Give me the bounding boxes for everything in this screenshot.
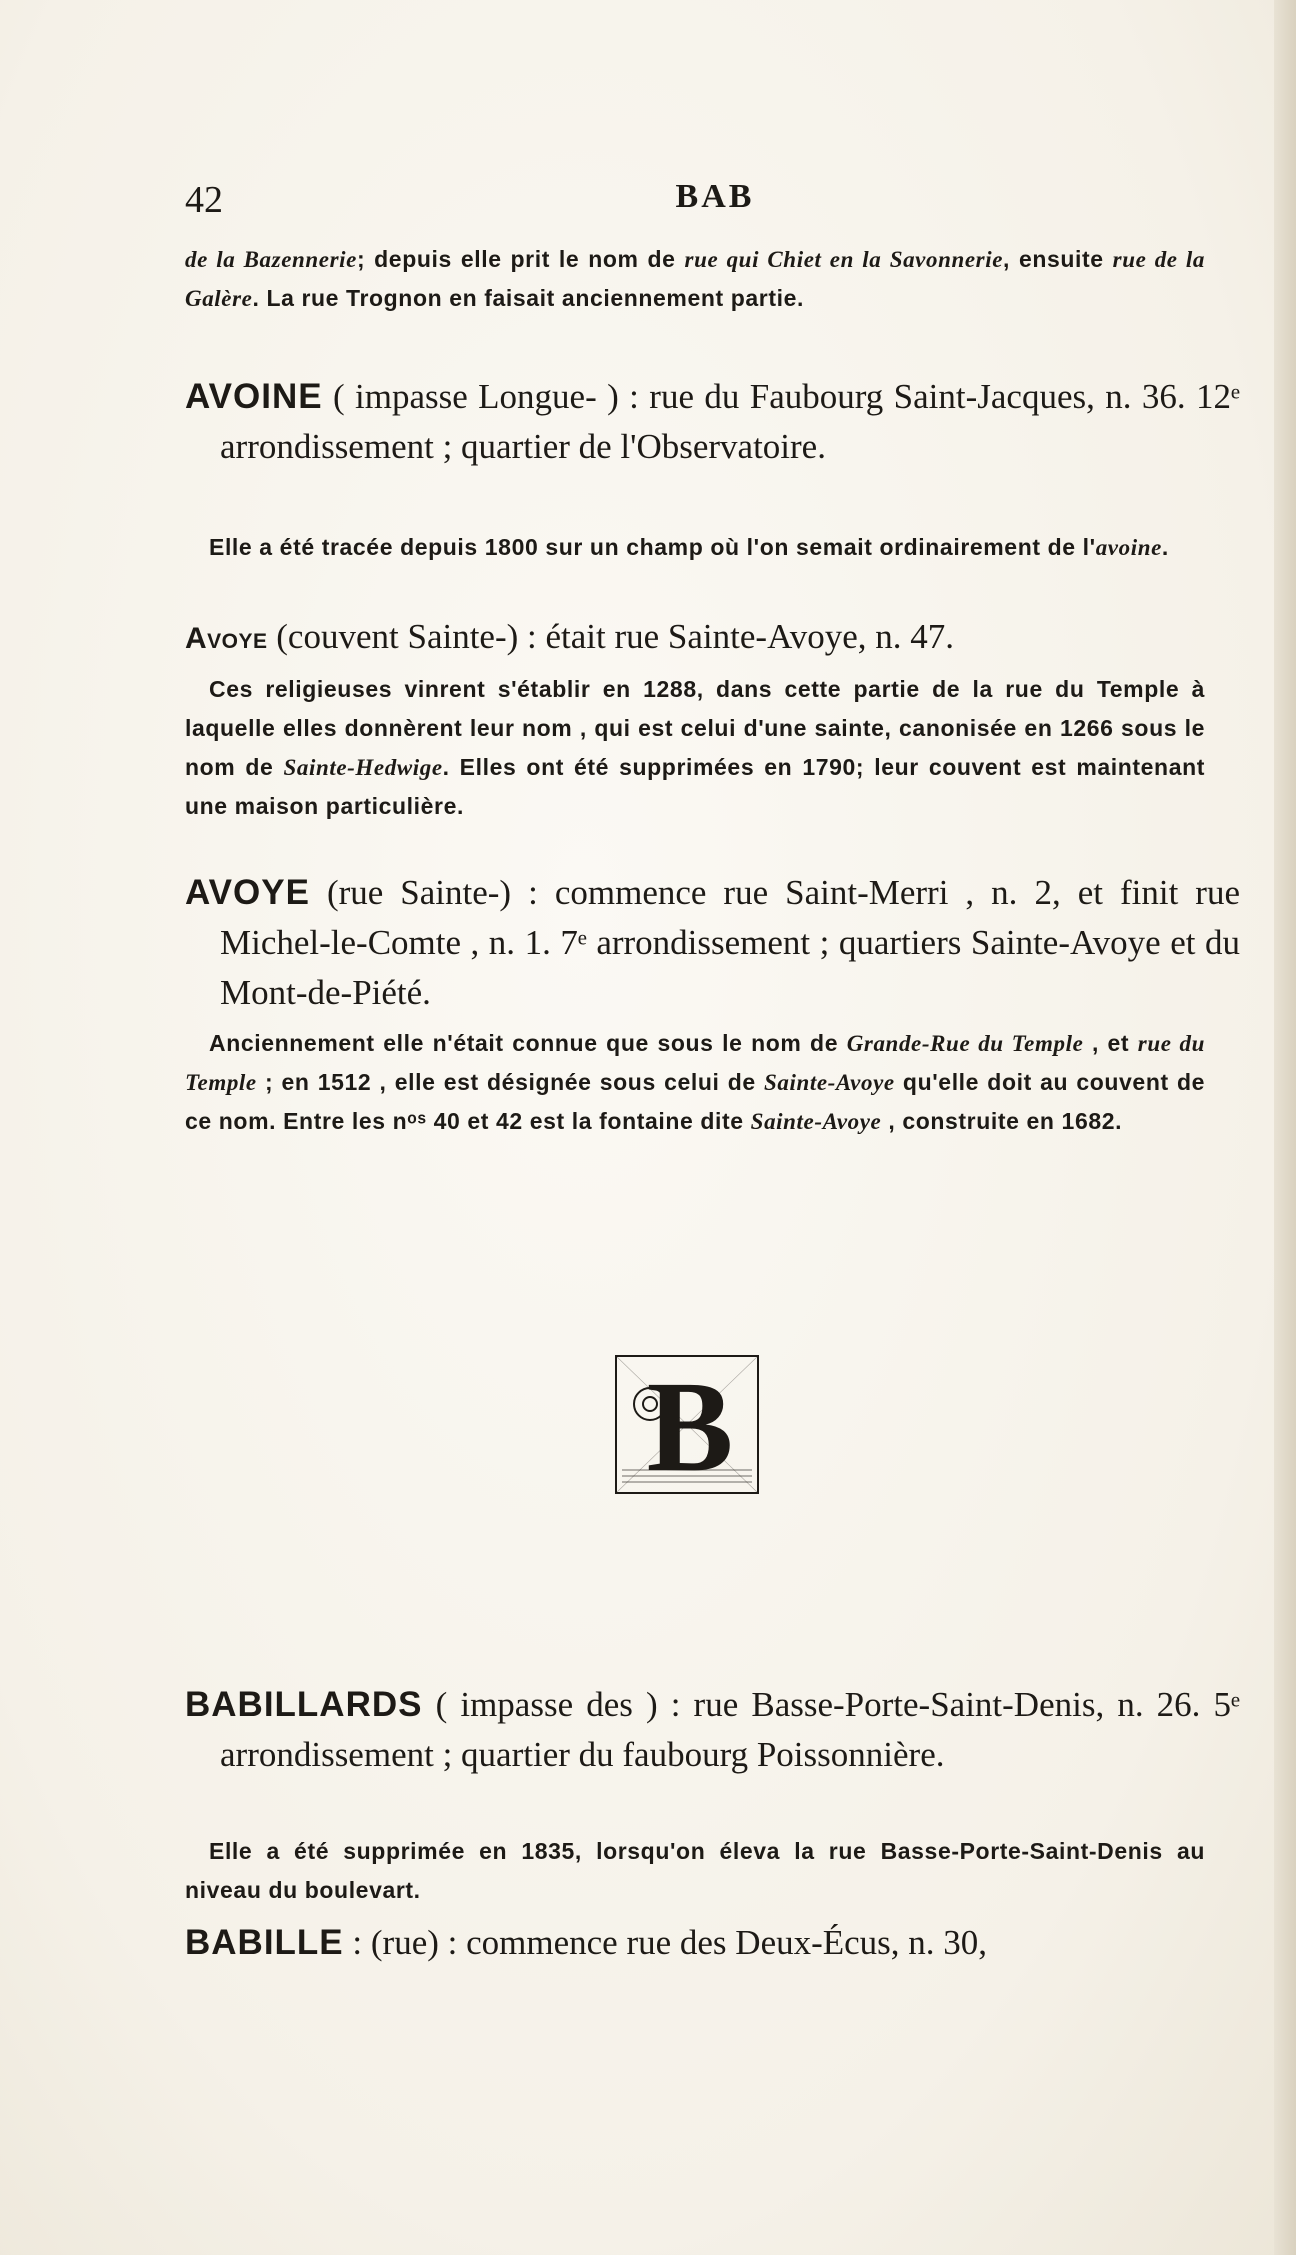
- text: ; en 1512 , elle est désignée sous celui de: [256, 1069, 764, 1095]
- text: ; depuis elle prit le nom de: [356, 246, 685, 272]
- italic-text: rue de la Galère: [185, 247, 1205, 311]
- text: . La rue Trognon en faisait anciennement partie.: [252, 285, 804, 311]
- note-avoye-couvent: [185, 670, 1205, 826]
- italic-text: avoine: [1095, 535, 1162, 560]
- italic-text: rue qui Chiet en la Savonnerie: [684, 247, 1004, 272]
- continuation-paragraph: [185, 240, 1205, 318]
- ornamental-letter: [612, 1352, 762, 1497]
- entry-text: ( impasse Longue- ) : rue du Faubourg Saint-Jacques, n. 36. 12ᵉ arrondissement ; quartier de l'Observatoire.: [220, 377, 1240, 466]
- note-babillards: [185, 1832, 1205, 1910]
- entry-avoine: [185, 372, 1240, 472]
- italic-text: Grande-Rue du Temple: [846, 1031, 1084, 1056]
- page-edge: [1274, 0, 1296, 2255]
- text: Ces religieuses vinrent s'établir en 1288, dans cette partie de la rue du Temple à laquelle elles donnèrent leur nom , qui est celui d'une sainte, canonisée en 1266 sous le nom de: [185, 676, 1205, 780]
- headword: Avoye: [185, 622, 268, 655]
- text: .: [1161, 534, 1169, 560]
- entry-babillards: [185, 1680, 1240, 1780]
- entry-text: ( impasse des ) : rue Basse-Porte-Saint-Denis, n. 26. 5ᵉ arrondissement ; quartier du faubourg Poissonnière.: [220, 1685, 1240, 1774]
- text: , et: [1083, 1030, 1138, 1056]
- headword: AVOINE: [185, 377, 323, 416]
- text: Elle a été supprimée en 1835, lorsqu'on éleva la rue Basse-Porte-Saint-Denis au niveau du boulevart.: [185, 1838, 1205, 1903]
- ornament-letter-glyph: B: [646, 1355, 734, 1497]
- italic-text: de la Bazennerie: [185, 247, 357, 272]
- page-number: 42: [185, 179, 223, 221]
- page-header: [185, 178, 1205, 228]
- text: , construite en 1682.: [881, 1108, 1123, 1134]
- entry-avoye-rue: [185, 868, 1240, 1018]
- note-avoine: [185, 528, 1205, 567]
- headword: BABILLE: [185, 1923, 344, 1962]
- text: . Elles ont été supprimées en 1790; leur couvent est maintenant une maison particulière.: [185, 754, 1206, 819]
- entry-text: : (rue) : commence rue des Deux-Écus, n. 30,: [343, 1923, 988, 1962]
- text: Anciennement elle n'était connue que sous le nom de: [209, 1030, 847, 1056]
- text: Elle a été tracée depuis 1800 sur un champ où l'on semait ordinairement de l': [209, 534, 1096, 560]
- entry-babille: [185, 1918, 1240, 1968]
- entry-text: (rue Sainte-) : commence rue Saint-Merri , n. 2, et finit rue Michel-le-Comte , n. 1. 7ᵉ arrondissement ; quartiers Sainte-Avoye et du Mont-de-Piété.: [220, 873, 1240, 1012]
- headword: AVOYE: [185, 873, 310, 912]
- running-head: BAB: [675, 178, 755, 215]
- italic-text: rue du Temple: [185, 1031, 1205, 1095]
- headword: BABILLARDS: [185, 1685, 423, 1724]
- text: qu'elle doit au couvent de ce nom. Entre les nᵒˢ 40 et 42 est la fontaine dite: [185, 1069, 1206, 1134]
- italic-text: Sainte-Hedwige: [283, 755, 443, 780]
- italic-text: Sainte-Avoye: [764, 1070, 895, 1095]
- text: , ensuite: [1003, 246, 1113, 272]
- italic-text: Sainte-Avoye: [750, 1109, 882, 1134]
- entry-avoye-couvent: [185, 612, 1240, 664]
- entry-text: (couvent Sainte-) : était rue Sainte-Avoye, n. 47.: [267, 617, 955, 656]
- note-avoye-rue: [185, 1024, 1205, 1141]
